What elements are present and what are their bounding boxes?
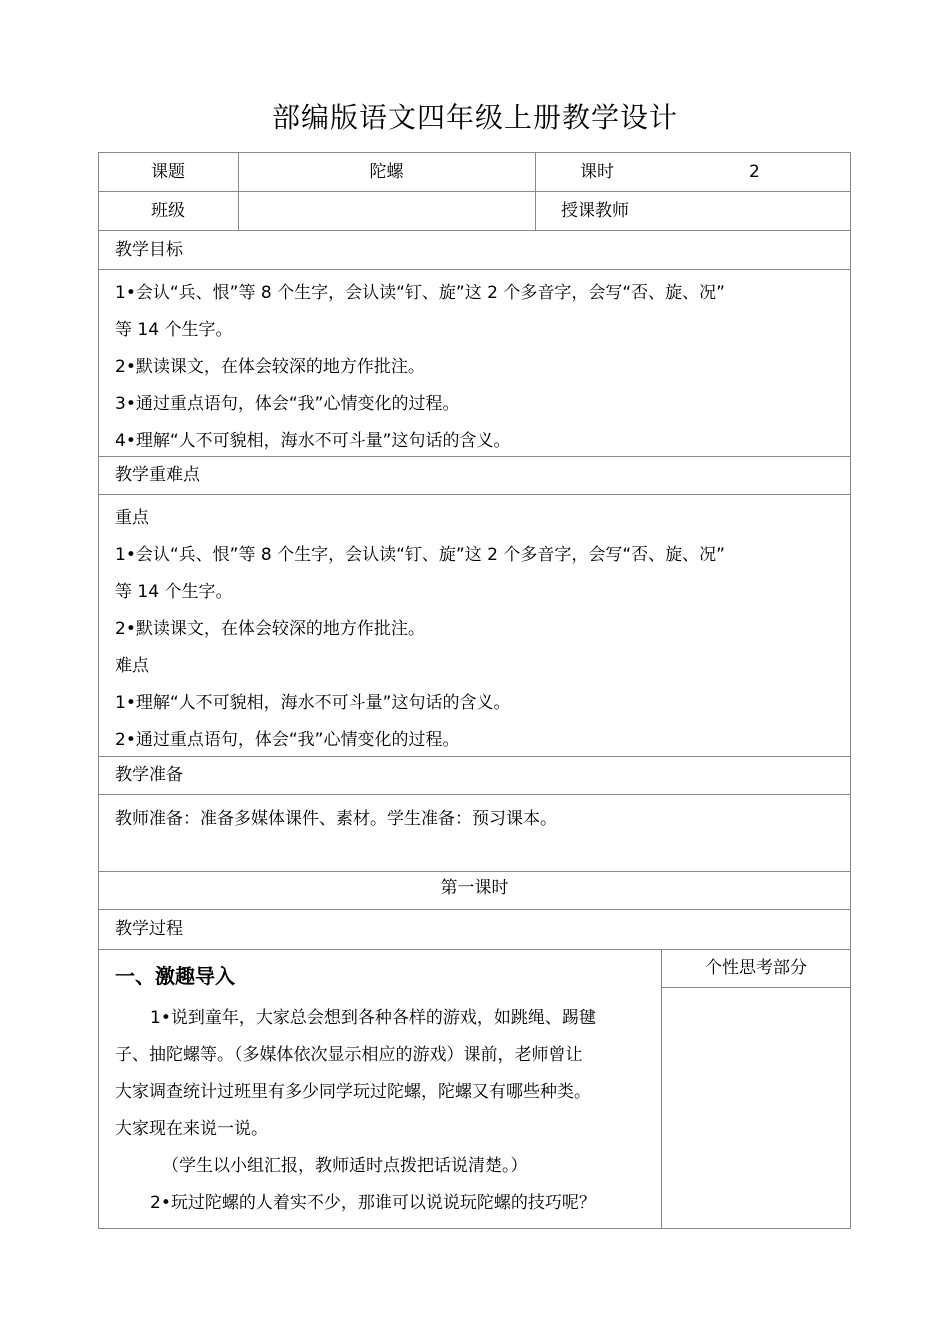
goal-line: 等 14 个生字。 xyxy=(115,320,233,340)
keypoint-line: 重点 xyxy=(115,508,149,528)
row-divider xyxy=(98,794,851,795)
period-label: 课时 xyxy=(580,162,614,182)
process-heading: 教学过程 xyxy=(115,919,183,939)
document-title: 部编版语文四年级上册教学设计 xyxy=(271,101,678,134)
prep-heading: 教学准备 xyxy=(115,765,183,785)
lesson-plan-table xyxy=(98,152,851,1229)
goals-heading: 教学目标 xyxy=(115,240,183,260)
topic-label: 课题 xyxy=(151,162,185,182)
keypoints-heading: 教学重难点 xyxy=(115,465,200,485)
prep-text: 教师准备：准备多媒体课件、素材。学生准备：预习课本。 xyxy=(115,809,557,829)
row-divider xyxy=(98,269,851,270)
row-divider xyxy=(98,230,851,231)
keypoint-line: 1•会认“兵、恨”等 8 个生字，会认读“钉、旋”这 2 个多音字，会写“否、旋、况” xyxy=(115,545,725,565)
col-divider xyxy=(535,152,536,230)
table-border-top xyxy=(98,152,851,153)
keypoint-line: 2•默读课文，在体会较深的地方作批注。 xyxy=(115,619,425,639)
goal-line: 2•默读课文，在体会较深的地方作批注。 xyxy=(115,357,425,377)
table-border-bottom xyxy=(98,1228,851,1229)
keypoint-line: 等 14 个生字。 xyxy=(115,582,233,602)
col-divider xyxy=(661,949,662,1229)
lesson-body xyxy=(115,1000,655,1222)
keypoint-line: 1•理解“人不可貌相，海水不可斗量”这句话的含义。 xyxy=(115,693,511,713)
side-heading: 个性思考部分 xyxy=(705,958,807,978)
lesson-line: 子、抽陀螺等。（多媒体依次显示相应的游戏）课前，老师曾让 xyxy=(115,1045,583,1065)
row-divider xyxy=(98,949,851,950)
keypoints-list xyxy=(115,500,725,759)
lesson-line: （学生以小组汇报，教师适时点拨把话说清楚。） xyxy=(162,1156,528,1176)
lesson-line: 2•玩过陀螺的人着实不少，那谁可以说说玩陀螺的技巧呢？ xyxy=(150,1193,596,1213)
lesson-line: 大家调查统计过班里有多少同学玩过陀螺，陀螺又有哪些种类。 xyxy=(115,1082,591,1102)
goal-line: 1•会认“兵、恨”等 8 个生字，会认读“钉、旋”这 2 个多音字，会写“否、旋、况” xyxy=(115,283,725,303)
keypoint-line: 难点 xyxy=(115,656,149,676)
row-divider xyxy=(98,494,851,495)
goal-line: 3•通过重点语句，体会“我”心情变化的过程。 xyxy=(115,394,460,414)
keypoint-line: 2•通过重点语句，体会“我”心情变化的过程。 xyxy=(115,730,460,750)
session-title: 第一课时 xyxy=(440,878,509,898)
table-border-left xyxy=(98,152,99,1229)
row-divider xyxy=(98,871,851,872)
lesson-line: 1•说到童年，大家总会想到各种各样的游戏，如跳绳、踢毽 xyxy=(150,1008,596,1028)
row-divider xyxy=(98,909,851,910)
period-value: 2 xyxy=(749,162,760,182)
teacher-label: 授课教师 xyxy=(561,201,629,221)
section-title: 一、激趣导入 xyxy=(115,964,235,988)
class-label: 班级 xyxy=(151,201,185,221)
topic-value: 陀螺 xyxy=(369,162,404,182)
lesson-line: 大家现在来说一说。 xyxy=(115,1119,268,1139)
side-header-divider xyxy=(661,987,851,988)
table-border-right xyxy=(850,152,851,1229)
goal-line: 4•理解“人不可貌相，海水不可斗量”这句话的含义。 xyxy=(115,431,511,451)
row-divider xyxy=(98,191,851,192)
goals-list xyxy=(115,275,725,460)
